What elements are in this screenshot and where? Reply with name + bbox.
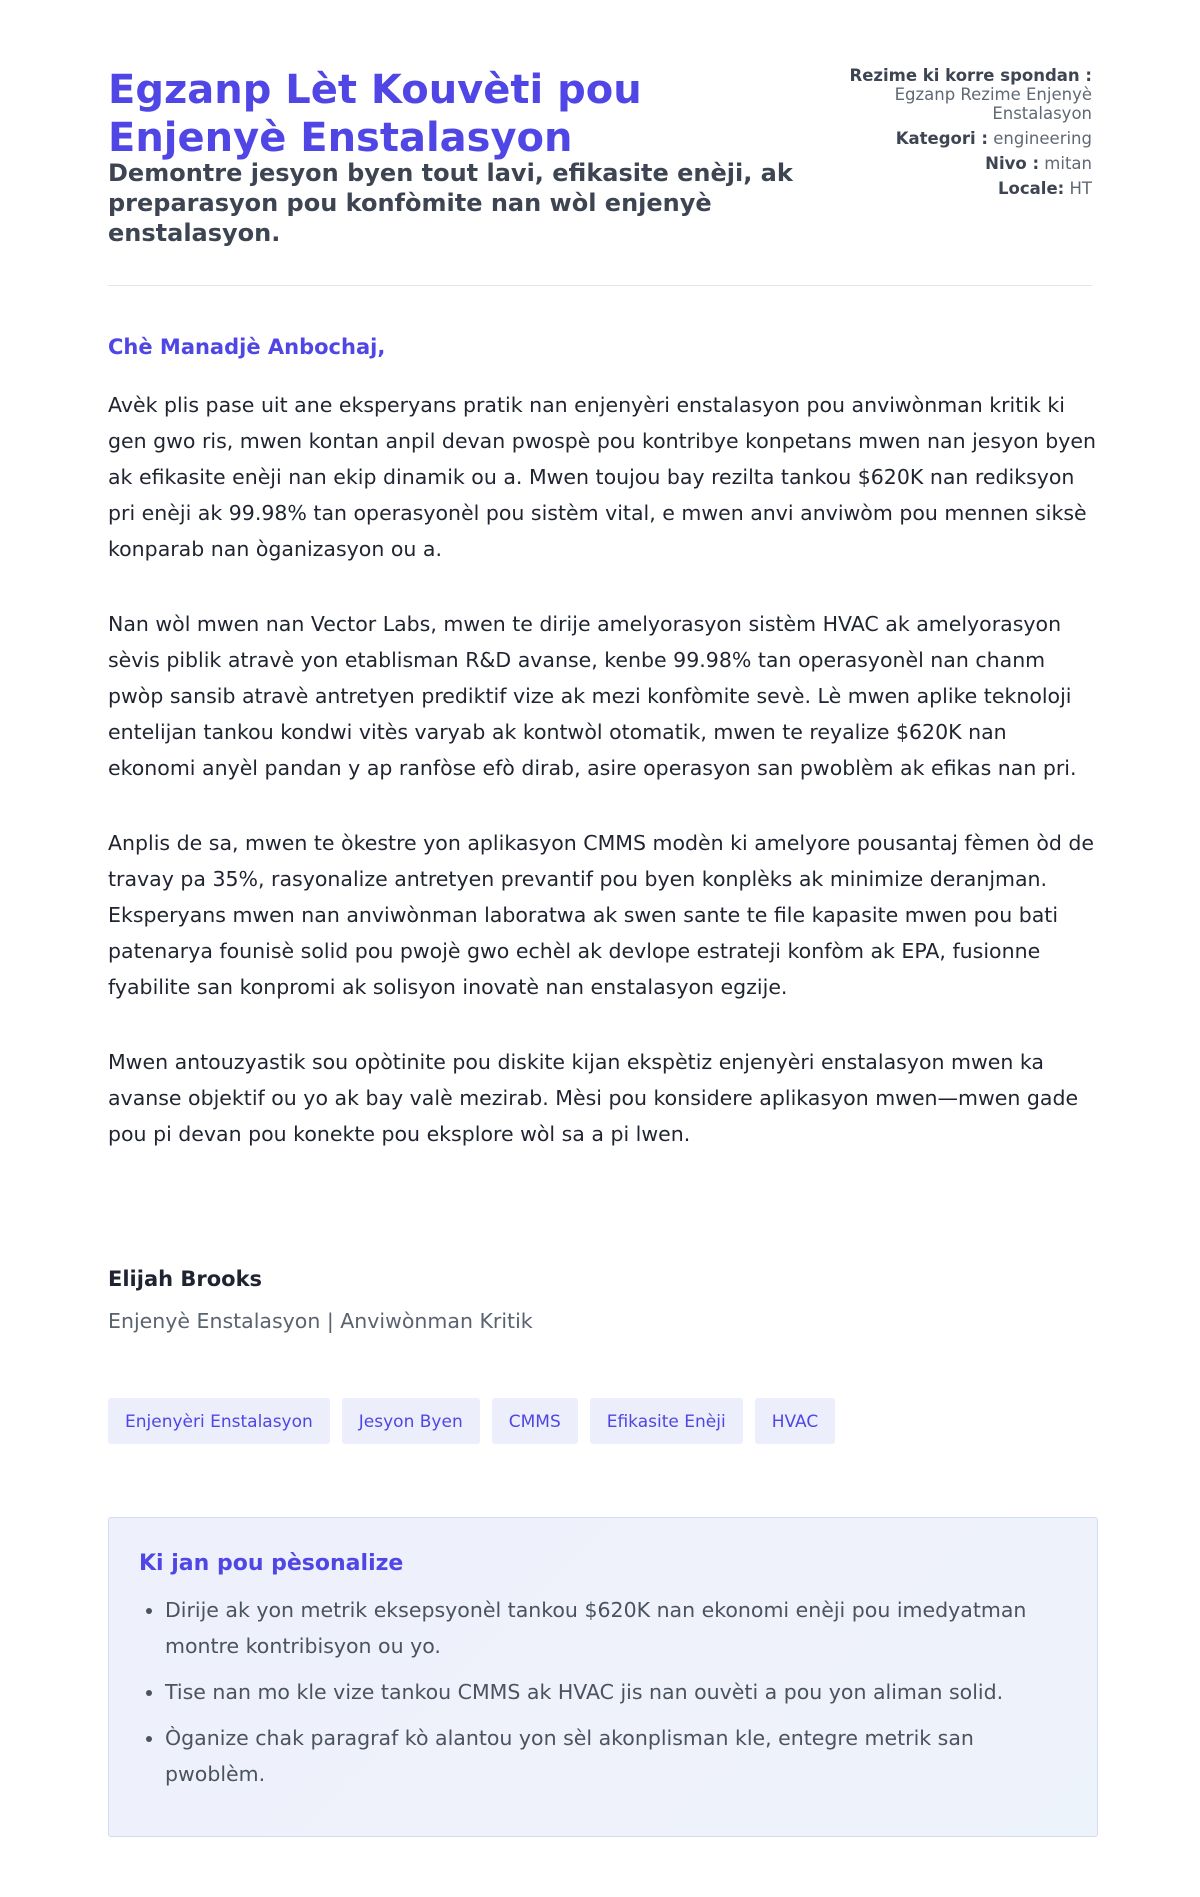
tips-list (139, 1592, 1067, 1792)
page-subtitle: Demontre jesyon byen tout lavi, efikasite enèji, ak preparasyon pou konfòmite nan wòl enjenyè enstalasyon. (108, 159, 793, 247)
letter-paragraph: Anplis de sa, mwen te òkestre yon aplikasyon CMMS modèn ki amelyore pousantaj fèmen òd de travay pa 35%, rasyonalize antretyen prevantif pou byen konplèks ak minimize deranjman. Eksperyans mwen nan anviwònman laboratwa ak swen sante te file kapasite mwen pou bati patenarya founisè solid pou pwojè gwo echèl ak devlope estrateji konfòm ak EPA, fusionne fyabilite san konpromi ak solisyon inovatè nan enstalasyon egzije. (108, 831, 1095, 999)
signature-role: Enjenyè Enstalasyon | Anviwònman Kritik (108, 1309, 533, 1333)
meta-level (802, 154, 1092, 173)
meta-category-value: engineering (993, 129, 1092, 148)
tip-item: • Dirije ak yon metrik eksepsyonèl tankou $620K nan ekonomi enèji pou imedyatman montre kontribisyon ou yo. (165, 1592, 1067, 1664)
meta-panel (802, 66, 1092, 204)
keyword-tags (108, 1398, 835, 1444)
meta-category (802, 129, 1092, 148)
meta-locale-value: HT (1069, 179, 1092, 198)
signature-name: Elijah Brooks (108, 1267, 263, 1291)
letter-paragraph: Mwen antouzyastik sou opòtinite pou diskite kijan ekspètiz enjenyèri enstalasyon mwen ka avanse objektif ou yo ak bay valè mezirab. Mèsi pou konsidere aplikasyon mwen—mwen gade pou pi devan pou konekte pou eksplore wòl sa a pi lwen. (108, 1050, 1079, 1146)
meta-resume (802, 66, 1092, 123)
meta-level-label: Nivo : (985, 154, 1040, 173)
letter-salutation: Chè Manadjè Anbochaj, (108, 335, 386, 359)
letter-paragraph: Avèk plis pase uit ane eksperyans pratik nan enjenyèri enstalasyon pou anviwònman kritik ki gen gwo ris, mwen kontan anpil devan pwospè pou kontribye konpetans mwen nan jesyon byen ak efikasite enèji nan ekip dinamik ou a. Mwen toujou bay rezilta tankou $620K nan rediksyon pri enèji ak 99.98% tan operasyonèl pou sistèm vital, e mwen anvi anviwòm pou mennen siksè konparab nan òganizasyon ou a. (108, 393, 1097, 561)
meta-category-label: Kategori : (895, 129, 989, 148)
letter-body (108, 387, 1098, 1191)
customization-tips (108, 1517, 1098, 1837)
tips-title: Ki jan pou pèsonalize (139, 1551, 404, 1576)
tag-chip[interactable]: Jesyon Byen (342, 1398, 480, 1444)
tag-chip[interactable]: HVAC (755, 1398, 836, 1444)
meta-locale-label: Locale: (998, 179, 1065, 198)
page-header (108, 0, 1092, 286)
tip-item: • Tise nan mo kle vize tankou CMMS ak HVAC jis nan ouvèti a pou yon aliman solid. (165, 1674, 1067, 1710)
tag-chip[interactable]: Efikasite Enèji (590, 1398, 743, 1444)
meta-resume-label: Rezime ki korre spondan : (849, 66, 1092, 85)
meta-level-value: mitan (1044, 154, 1092, 173)
meta-resume-link[interactable]: Egzanp Rezime Enjenyè Enstalasyon (894, 85, 1092, 123)
letter-paragraph: Nan wòl mwen nan Vector Labs, mwen te dirije amelyorasyon sistèm HVAC ak amelyorasyon sèvis piblik atravè yon etablisman R&D avanse, kenbe 99.98% tan operasyonèl nan chanm pwòp sansib atravè antretyen prediktif vize ak mezi konfòmite sevè. Lè mwen aplike teknoloji entelijan tankou kondwi vitès varyab ak kontwòl otomatik, mwen te reyalize $620K nan ekonomi anyèl pandan y ap ranfòse efò dirab, asire operasyon san pwoblèm ak efikas nan pri. (108, 612, 1077, 780)
page-title: Egzanp Lèt Kouvèti pou Enjenyè Enstalasyon (108, 67, 642, 161)
meta-locale (802, 179, 1092, 198)
tag-chip[interactable]: CMMS (492, 1398, 578, 1444)
tag-chip[interactable]: Enjenyèri Enstalasyon (108, 1398, 330, 1444)
tip-item: • Òganize chak paragraf kò alantou yon sèl akonplisman kle, entegre metrik san pwoblèm. (165, 1720, 1067, 1792)
